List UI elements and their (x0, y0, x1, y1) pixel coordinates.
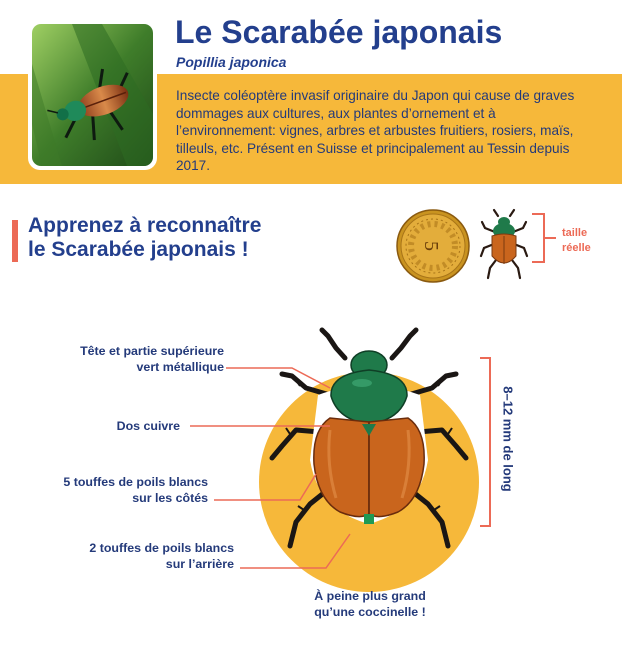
label-rear-tufts (89, 540, 234, 572)
size-bracket-large (480, 358, 490, 526)
beetle-photo-image (32, 24, 153, 166)
label-head (80, 343, 224, 375)
pygidium (364, 514, 374, 524)
label-rear-tufts-line-1: 2 touffes de poils blancs (89, 541, 234, 555)
size-range (498, 374, 518, 504)
description: Insecte coléoptère invasif originaire du Japon qui cause de graves dommages aux cultures, aux plantes d’ornement et à l’environnement: vignes, arbres et arbustes fruitiers, rosiers, maïs, tilleuls, etc. Présent en Suisse et principalement au Tessin depuis 2017. (176, 88, 575, 173)
note-line-2: qu’une coccinelle ! (314, 605, 426, 619)
section-subtitle (28, 214, 261, 262)
label-back-text: Dos cuivre (116, 419, 180, 433)
small-beetle-icon (478, 208, 530, 280)
beetle-photo (28, 20, 157, 170)
label-head-line-1: Tête et partie supérieure (80, 344, 224, 358)
real-size-line-2: réelle (562, 242, 591, 254)
real-size-line-1: taille (562, 227, 588, 239)
ladybug-note (295, 588, 445, 620)
label-back (117, 418, 180, 434)
size-range-text: 8–12 mm de long (500, 386, 516, 492)
label-rear-tufts-line-2: sur l’arrière (165, 557, 234, 571)
label-side-tufts-line-2: sur les côtés (132, 491, 208, 505)
label-side-tufts-line-1: 5 touffes de poils blancs (63, 475, 208, 489)
label-side-tufts (63, 474, 208, 506)
size-bracket-small (530, 212, 556, 264)
coin-value: 5 (420, 241, 442, 251)
scientific-name: Popillia japonica (176, 54, 287, 70)
subtitle-line-2: le Scarabée japonais ! (28, 238, 249, 261)
accent-bar (12, 220, 18, 262)
note-line-1: À peine plus grand (314, 589, 426, 603)
beetle-head (331, 351, 407, 424)
real-size-label (562, 226, 591, 256)
label-head-line-2: vert métallique (136, 360, 224, 374)
coin-icon (395, 208, 471, 284)
subtitle-line-1: Apprenez à reconnaître (28, 214, 262, 237)
page-title: Le Scarabée japonais (175, 14, 503, 50)
